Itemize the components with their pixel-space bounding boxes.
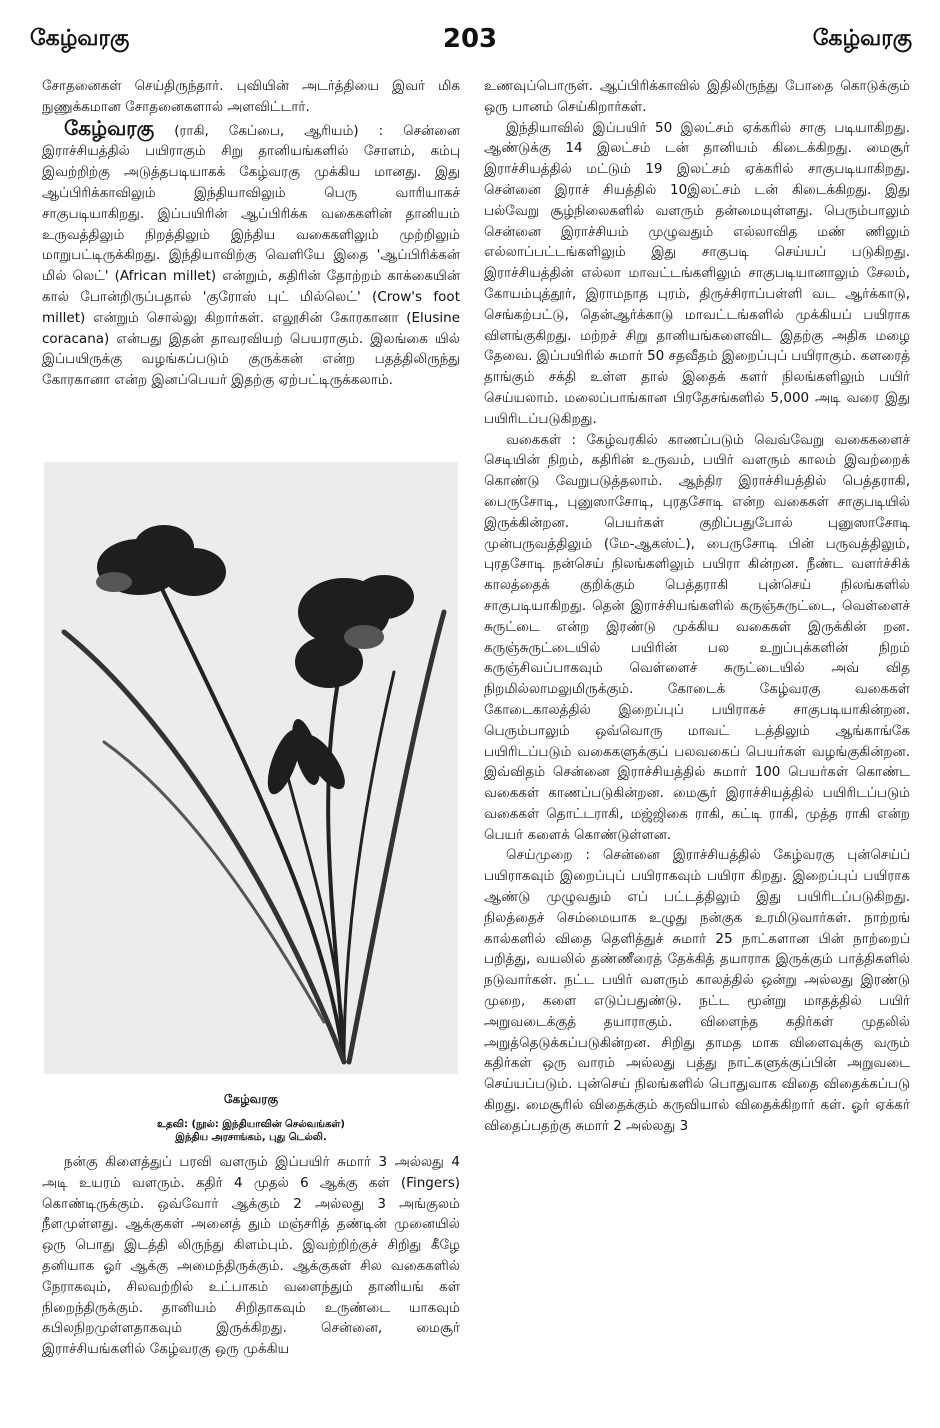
plant-drawing: [44, 462, 458, 1074]
figure-credit-line: உதவி: (நூல்: இந்தியாவின் செல்வங்கள்): [157, 1119, 345, 1130]
paragraph: நன்கு கிளைத்துப் பரவி வளரும் இப்பயிர் சுமார் 3 அல்லது 4 அடி உயரம் வளரும். கதிர் 4 முதல் 6 ஆக்கு கள் (Fingers) கொண்டிருக்கும். ஒவ்வோர் ஆக்கும் 2 அல்லது 3 அங்குலம் நீளமுள்ளது. ஆக்குகள் அனைத் தும் மஞ்சரித் தண்டின் முனையில் ஒரு பொது இடத்தி லிருந்து கிளம்பும். இவற்றிற்குச் சிறிது கீழே தனியாக ஓர் ஆக்கு அமைந்திருக்கும். ஆக்குகள் சில வகைகளில் நேராகவும், சிலவற்றில் உட்பாகம் வளைந்தும் தானியங் கள் நிறைந்திருக்கும். தானியம் சிறிதாகவும் உருண்டை யாகவும் கபிலநிறமுள்ளதாகவும் இருக்கிறது. சென்னை, மைசூர் இராச்சியங்களில் கேழ்வரகு ஒரு முக்கிய: [42, 1154, 460, 1358]
paragraph: சோதனைகள் செய்திருந்தார். புவியின் அடர்த்தியை இவர் மிக நுணுக்கமான சோதனைகளால் அளவிட்டார்.: [42, 78, 460, 115]
entry-text: (ராகி, கேப்பை, ஆரியம்) : சென்னை இராச்சியத்தில் பயிராகும் சிறு தானியங்களில் சோளம், கம்பு இவற்றிற்கு அடுத்தபடியாகக் கேழ்வரகு முக்கிய மானது. இது ஆப்பிரிக்காவிலும் இந்தியாவிலும் பெரு வாரியாகச் சாகுபடியாகிறது. இப்பயிரின் ஆப்பிரிக்க வகைகளின் தானியம் உருவத்திலும் நிறத்திலும் இந்திய வகைகளிலும் முற்றிலும் மாறுபட்டிருக்கிறது. இந்தியாவிற்கு வெளியே இதை 'ஆப்பிரிக்கன் மில் லெட்' (African millet) என்றும், கதிரின் தோற்றம் காக்கையின் கால் போன்றிருப்பதால் 'குரோஸ் புட் மில்லெட்' (Crow's foot millet) என்றும் சொல்லு கிறார்கள். எலூசின் கோரகானா (Elusine coracana) என்பது இதன் தாவரவியற் பெயராகும். இலங்கை யில் இப்பயிருக்கு வழங்கப்படும் குருக்கன் என்ற பதத்திலிருந்து கோரகானா என்ற இனப்பெயர் இதற்கு ஏற்பட்டிருக்கலாம்.: [42, 122, 461, 389]
paragraph: வகைகள் : கேழ்வரகில் காணப்படும் வெவ்வேறு வகைகளைச் செடியின் நிறம், கதிரின் உருவம், பயிர் வளரும் காலம் இவற்றைக் கொண்டு வேறுபடுத்தலாம். ஆந்திர இராச்சியத்தில் பெத்தராகி, பைருசோடி, புனுஸாசோடி, புரதசோடி என்ற வகைகள் சாகுபடியில் இருக்கின்றன. பெயர்கள் குறிப்பதுபோல் புனுஸாசோடி முன்பருவத்திலும் (மே-ஆகஸ்ட்), பைருசோடி பின் பருவத்திலும், புரதசோடி நன்செய் நிலங்களிலும் பயிரா கின்றன. நீண்ட வளர்ச்சிக் காலத்தைக் குறிக்கும் பெத்தராகி புன்செய் நிலங்களில் சாகுபடியாகிறது. தென் இராச்சியங்களில் கருஞ்சுருட்டை, வெள்ளைச் சுருட்டை என்ற இரண்டு முக்கிய வகைகள் இருக்கின் றன. கருஞ்சுருட்டையில் பயிரின் பல உறுப்புக்களின் நிறம் கருஞ்சிவப்பாகவும் வெள்ளைச் சுருட்டையில் அவ் வித நிறமில்லாமலுமிருக்கும். கோடைக் கேழ்வரகு வகைகள் கோடைகாலத்தில் இறைப்புப் பயிராகச் சாகுபடியாகின்றன. பெரும்பாலும் ஒவ்வொரு மாவட் டத்திலும் ஆங்காங்கே பயிரிடப்படும் வகைகளுக்குப் பலவகைப் பெயர்கள் வழங்குகின்றன. இவ்விதம் சென்னை இராச்சியத்தில் சுமார் 100 பெயர்கள் கொண்ட வகைகள் காணப்படுகின்றன. மைசூர் இராச்சியத்தில் பயிரிடப்படும் வகைகள் தொட்டராகி, மஜ்ஜிகை ராகி, கட்டி ராகி, முத்த ராகி என்ற பெயர் களைக் கொண்டுள்ளன.: [484, 431, 910, 843]
left-column-bottom: [42, 1152, 460, 1360]
page-header: [24, 24, 916, 60]
paragraph: இந்தியாவில் இப்பயிர் 50 இலட்சம் ஏக்கரில் சாகு படியாகிறது. ஆண்டுக்கு 14 இலட்சம் டன் தானியம் கிடைக்கிறது. மைசூர் இராச்சியத்தில் மட்டும் 19 இலட்சம் ஏக்கரில் சாகுபடியாகிறது. சென்னை இராச் சியத்தில் 10இலட்சம் டன் கிடைக்கிறது. இது பல்வேறு சூழ்நிலைகளில் வளரும் தன்மையுள்ளது. பெரும்பாலும் சென்னை இராச்சியம் முழுவதும் எல்லாவித மண் ணிலும் எல்லாப்பட்டங்களிலும் இது சாகுபடி செய்யப் படுகிறது. இராச்சியத்தின் எல்லா மாவட்டங்களிலும் சாகுபடியானாலும் சேலம், கோயம்புத்தூர், இராமநாத புரம், திருச்சிராப்பள்ளி வட ஆர்க்காடு, செங்கற்பட்டு, தென்ஆர்க்காடு மாவட்டங்களில் முக்கியப் பயிராக விளங்குகிறது. மற்றச் சிறு தானியங்களைவிட இதற்கு அதிக மழை தேவை. இப்பயிரில் சுமார் 50 சதவீதம் இறைப்புப் பயிராகும். களரைத் தாங்கும் சக்தி உள்ள தால் இதைக் களர் நிலங்களிலும் பயிர் செய்யலாம். மலைப்பாங்கான பிரதேசங்களில் 5,000 அடி வரை இது பயிரிடப்படுகிறது.: [484, 119, 910, 427]
figure-credit-line: இந்திய அரசாங்கம், புது டெல்லி.: [175, 1132, 327, 1143]
ragi-plant-illustration: [44, 462, 458, 1074]
paragraph: உணவுப்பொருள். ஆப்பிரிக்காவில் இதிலிருந்து போதை கொடுக்கும் ஒரு பானம் செய்கிறார்கள்.: [484, 78, 910, 115]
left-column-top: [42, 76, 460, 391]
figure-credit: [44, 1118, 458, 1144]
header-left-title: கேழ்வரகு: [30, 26, 130, 51]
entry-title: கேழ்வரகு: [64, 115, 155, 140]
paragraph: செய்முறை : சென்னை இராச்சியத்தில் கேழ்வரகு புன்செய்ப் பயிராகவும் இறைப்புப் பயிராகவும் பயிரா கிறது. இறைப்புப் பயிராக ஆண்டு முழுவதும் எப் பட்டத்திலும் இது பயிரிடப்படுகிறது. நிலத்தைச் செம்மையாக உழுது நன்குக உரமிடுவார்கள். நாற்றங் கால்களில் விதை தெளித்துச் சுமார் 25 நாட்களான பின் நாற்றைப் பறித்து, வயலில் தண்ணீரைத் தேக்கித் தயாராக இருக்கும் பாத்திகளில் நடுவார்கள். நட்ட பயிர் வளரும் காலத்தில் ஒன்று அல்லது இரண்டு முறை, களை எடுப்பதுண்டு. நட்ட மூன்று மாதத்தில் பயிர் அறுவடைக்குத் தயாராகும். விளைந்த கதிர்கள் முதலில் அறுத்தெடுக்கப்படுகின்றன. சிறிது தாமத மாக விளைவுக்கு வரும் கதிர்கள் ஒரு வாரம் அல்லது பத்து நாட்களுக்குப்பின் அறுவடை செய்யப்படும். புன்செய் நிலங்களில் பொதுவாக விதை விதைக்கப்படு கிறது. மைசூரில் விதைக்கும் கருவியால் விதைக்கிறார் கள். ஓர் ஏக்கர் விதைப்பதற்கு சுமார் 2 அல்லது 3: [484, 847, 910, 1134]
header-right-title: கேழ்வரகு: [812, 26, 912, 51]
page-number: 203: [442, 24, 498, 54]
entry-paragraph: [42, 115, 461, 391]
right-column: [484, 76, 910, 1137]
figure-caption: கேழ்வரகு: [223, 1092, 279, 1106]
